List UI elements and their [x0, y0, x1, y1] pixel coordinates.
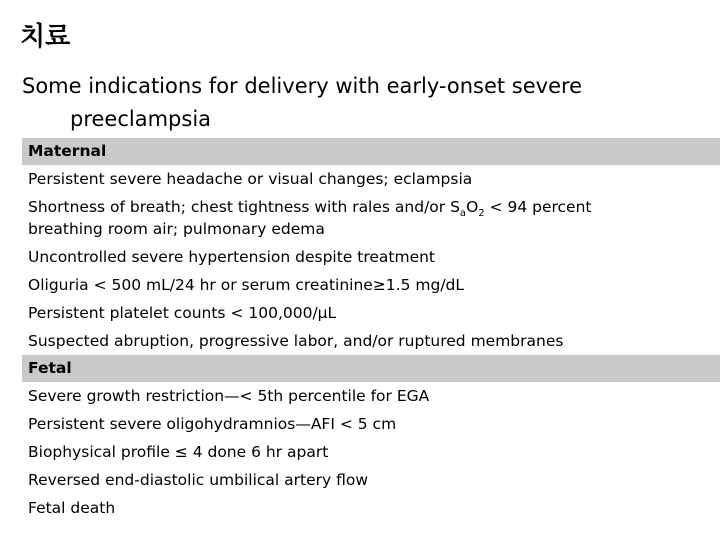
maternal-row-4: Oliguria < 500 mL/24 hr or serum creatinine≥1.5 mg/dL [28, 276, 465, 294]
section-header-fetal: Fetal [22, 355, 720, 382]
fetal-row-2: Persistent severe oligohydramnios—AFI < 5 cm [28, 415, 397, 433]
subtitle-line-1: Some indications for delivery with early-onset severe [22, 74, 583, 98]
fetal-row-5: Fetal death [28, 499, 116, 517]
maternal-row-2 [22, 193, 720, 243]
page-title: 치료 [20, 22, 71, 52]
maternal-row-1: Persistent severe headache or visual changes; eclampsia [28, 170, 473, 188]
maternal-row-3: Uncontrolled severe hypertension despite treatment [28, 248, 436, 266]
maternal-row-6: Suspected abruption, progressive labor, and/or ruptured membranes [28, 332, 564, 350]
slide-subtitle [22, 70, 702, 136]
section-header-maternal: Maternal [22, 138, 720, 165]
subtitle-line-2: preeclampsia [70, 107, 212, 131]
indications-table [22, 138, 720, 522]
maternal-row-5: Persistent platelet counts < 100,000/μL [28, 304, 337, 322]
maternal-row-2-rest: < 94 percent breathing room air; pulmonary edema [28, 198, 592, 238]
fetal-row-4: Reversed end-diastolic umbilical artery flow [28, 471, 369, 489]
maternal-row-2-text: Shortness of breath; chest tightness with rales and/or S [28, 198, 460, 216]
fetal-row-1: Severe growth restriction—< 5th percentile for EGA [28, 387, 430, 405]
sao2-subscript-2: 2 [478, 208, 485, 220]
fetal-row-3: Biophysical profile ≤ 4 done 6 hr apart [28, 443, 329, 461]
sao2-o: O [466, 198, 479, 216]
sao2-subscript-a: a [459, 208, 467, 220]
